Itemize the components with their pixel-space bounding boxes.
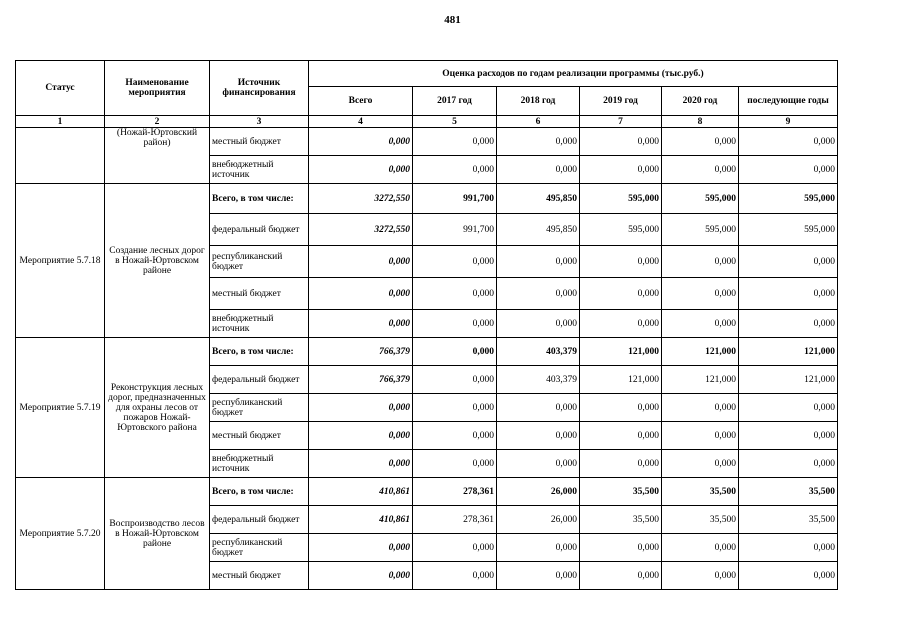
total-value-cell: 0,000 — [309, 310, 413, 338]
later-value-cell: 0,000 — [739, 246, 838, 278]
y2018-value-cell: 0,000 — [497, 394, 580, 422]
page-number: 481 — [444, 14, 461, 26]
table-row — [16, 184, 838, 214]
y2018-value-cell: 0,000 — [497, 156, 580, 184]
y2018-value-cell: 403,379 — [497, 338, 580, 366]
total-value-cell: 0,000 — [309, 422, 413, 450]
y2020-value-cell: 0,000 — [662, 128, 739, 156]
y2017-value-cell: 0,000 — [413, 246, 497, 278]
header-2018: 2018 год — [497, 87, 580, 116]
funding-source-cell: местный бюджет — [210, 422, 309, 450]
y2017-value-cell: 0,000 — [413, 128, 497, 156]
header-2020: 2020 год — [662, 87, 739, 116]
activity-name-cell: Реконструкция лесных дорог, предназначенных для охраны лесов от пожаров Ножай-Юртовского района — [105, 338, 210, 478]
later-value-cell: 121,000 — [739, 338, 838, 366]
total-value-cell: 3272,550 — [309, 214, 413, 246]
y2017-value-cell: 0,000 — [413, 422, 497, 450]
later-value-cell: 0,000 — [739, 562, 838, 590]
later-value-cell: 121,000 — [739, 366, 838, 394]
y2020-value-cell: 0,000 — [662, 246, 739, 278]
budget-table — [15, 60, 838, 590]
total-value-cell: 0,000 — [309, 156, 413, 184]
y2017-value-cell: 0,000 — [413, 366, 497, 394]
y2020-value-cell: 0,000 — [662, 310, 739, 338]
later-value-cell: 35,500 — [739, 478, 838, 506]
funding-source-cell: Всего, в том числе: — [210, 478, 309, 506]
y2019-value-cell: 595,000 — [580, 214, 662, 246]
y2017-value-cell: 991,700 — [413, 184, 497, 214]
y2018-value-cell: 0,000 — [497, 562, 580, 590]
col-number: 8 — [662, 116, 739, 128]
activity-name-cell: Создание лесных дорог в Ножай-Юртовском районе — [105, 184, 210, 338]
header-status: Статус — [16, 61, 105, 116]
y2018-value-cell: 495,850 — [497, 184, 580, 214]
funding-source-cell: Всего, в том числе: — [210, 338, 309, 366]
funding-source-cell: федеральный бюджет — [210, 506, 309, 534]
total-value-cell: 0,000 — [309, 246, 413, 278]
total-value-cell: 410,861 — [309, 478, 413, 506]
total-value-cell: 0,000 — [309, 450, 413, 478]
total-value-cell: 0,000 — [309, 394, 413, 422]
table-row — [16, 478, 838, 506]
total-value-cell: 766,379 — [309, 366, 413, 394]
y2017-value-cell: 991,700 — [413, 214, 497, 246]
later-value-cell: 0,000 — [739, 156, 838, 184]
status-cell: Мероприятие 5.7.20 — [16, 478, 105, 590]
y2018-value-cell: 26,000 — [497, 506, 580, 534]
y2019-value-cell: 0,000 — [580, 128, 662, 156]
y2019-value-cell: 0,000 — [580, 562, 662, 590]
y2019-value-cell: 0,000 — [580, 246, 662, 278]
activity-name-cell: (Ножай-Юртовский район) — [105, 128, 210, 184]
y2017-value-cell: 0,000 — [413, 310, 497, 338]
y2020-value-cell: 0,000 — [662, 422, 739, 450]
col-number: 5 — [413, 116, 497, 128]
y2020-value-cell: 121,000 — [662, 338, 739, 366]
y2020-value-cell: 595,000 — [662, 184, 739, 214]
header-2019: 2019 год — [580, 87, 662, 116]
activity-name-cell: Воспроизводство лесов в Ножай-Юртовском районе — [105, 478, 210, 590]
y2019-value-cell: 35,500 — [580, 506, 662, 534]
funding-source-cell: федеральный бюджет — [210, 214, 309, 246]
y2020-value-cell: 0,000 — [662, 450, 739, 478]
funding-source-cell: республиканский бюджет — [210, 394, 309, 422]
later-value-cell: 0,000 — [739, 534, 838, 562]
funding-source-cell: республиканский бюджет — [210, 246, 309, 278]
y2017-value-cell: 0,000 — [413, 534, 497, 562]
y2017-value-cell: 0,000 — [413, 394, 497, 422]
status-cell: Мероприятие 5.7.18 — [16, 184, 105, 338]
col-number: 4 — [309, 116, 413, 128]
total-value-cell: 0,000 — [309, 128, 413, 156]
later-value-cell: 0,000 — [739, 278, 838, 310]
header-2017: 2017 год — [413, 87, 497, 116]
total-value-cell: 0,000 — [309, 278, 413, 310]
funding-source-cell: местный бюджет — [210, 128, 309, 156]
y2017-value-cell: 0,000 — [413, 450, 497, 478]
y2018-value-cell: 0,000 — [497, 534, 580, 562]
y2019-value-cell: 0,000 — [580, 450, 662, 478]
y2020-value-cell: 0,000 — [662, 278, 739, 310]
y2019-value-cell: 0,000 — [580, 156, 662, 184]
total-value-cell: 0,000 — [309, 534, 413, 562]
y2017-value-cell: 0,000 — [413, 156, 497, 184]
y2017-value-cell: 278,361 — [413, 478, 497, 506]
y2017-value-cell: 278,361 — [413, 506, 497, 534]
col-number: 1 — [16, 116, 105, 128]
total-value-cell: 0,000 — [309, 562, 413, 590]
funding-source-cell: республиканский бюджет — [210, 534, 309, 562]
y2018-value-cell: 26,000 — [497, 478, 580, 506]
y2019-value-cell: 0,000 — [580, 422, 662, 450]
y2018-value-cell: 0,000 — [497, 450, 580, 478]
y2019-value-cell: 595,000 — [580, 184, 662, 214]
funding-source-cell: местный бюджет — [210, 278, 309, 310]
y2019-value-cell: 0,000 — [580, 394, 662, 422]
y2018-value-cell: 495,850 — [497, 214, 580, 246]
later-value-cell: 0,000 — [739, 310, 838, 338]
y2020-value-cell: 0,000 — [662, 534, 739, 562]
header-source: Источник финансирования — [210, 61, 309, 116]
y2020-value-cell: 35,500 — [662, 506, 739, 534]
header-later: последующие годы — [739, 87, 838, 116]
y2017-value-cell: 0,000 — [413, 562, 497, 590]
funding-source-cell: внебюджетный источник — [210, 310, 309, 338]
y2020-value-cell: 595,000 — [662, 214, 739, 246]
y2018-value-cell: 403,379 — [497, 366, 580, 394]
y2018-value-cell: 0,000 — [497, 246, 580, 278]
later-value-cell: 0,000 — [739, 128, 838, 156]
y2020-value-cell: 35,500 — [662, 478, 739, 506]
later-value-cell: 35,500 — [739, 506, 838, 534]
later-value-cell: 0,000 — [739, 450, 838, 478]
y2018-value-cell: 0,000 — [497, 310, 580, 338]
y2020-value-cell: 0,000 — [662, 394, 739, 422]
col-number: 7 — [580, 116, 662, 128]
funding-source-cell: федеральный бюджет — [210, 366, 309, 394]
later-value-cell: 595,000 — [739, 214, 838, 246]
y2018-value-cell: 0,000 — [497, 128, 580, 156]
total-value-cell: 410,861 — [309, 506, 413, 534]
later-value-cell: 0,000 — [739, 394, 838, 422]
y2017-value-cell: 0,000 — [413, 278, 497, 310]
y2020-value-cell: 0,000 — [662, 156, 739, 184]
y2019-value-cell: 0,000 — [580, 310, 662, 338]
col-number: 6 — [497, 116, 580, 128]
y2018-value-cell: 0,000 — [497, 278, 580, 310]
later-value-cell: 595,000 — [739, 184, 838, 214]
header-name: Наименование мероприятия — [105, 61, 210, 116]
y2019-value-cell: 35,500 — [580, 478, 662, 506]
funding-source-cell: местный бюджет — [210, 562, 309, 590]
funding-source-cell: Всего, в том числе: — [210, 184, 309, 214]
y2018-value-cell: 0,000 — [497, 422, 580, 450]
status-cell — [16, 128, 105, 184]
col-number: 9 — [739, 116, 838, 128]
col-number: 3 — [210, 116, 309, 128]
header-total: Всего — [309, 87, 413, 116]
y2019-value-cell: 121,000 — [580, 338, 662, 366]
header-estimate: Оценка расходов по годам реализации программы (тыс.руб.) — [309, 61, 838, 87]
y2017-value-cell: 0,000 — [413, 338, 497, 366]
table-row — [16, 338, 838, 366]
funding-source-cell: внебюджетный источник — [210, 450, 309, 478]
col-number: 2 — [105, 116, 210, 128]
table-row — [16, 128, 838, 156]
y2019-value-cell: 121,000 — [580, 366, 662, 394]
total-value-cell: 766,379 — [309, 338, 413, 366]
funding-source-cell: внебюджетный источник — [210, 156, 309, 184]
status-cell: Мероприятие 5.7.19 — [16, 338, 105, 478]
y2020-value-cell: 121,000 — [662, 366, 739, 394]
y2019-value-cell: 0,000 — [580, 278, 662, 310]
y2020-value-cell: 0,000 — [662, 562, 739, 590]
later-value-cell: 0,000 — [739, 422, 838, 450]
total-value-cell: 3272,550 — [309, 184, 413, 214]
y2019-value-cell: 0,000 — [580, 534, 662, 562]
